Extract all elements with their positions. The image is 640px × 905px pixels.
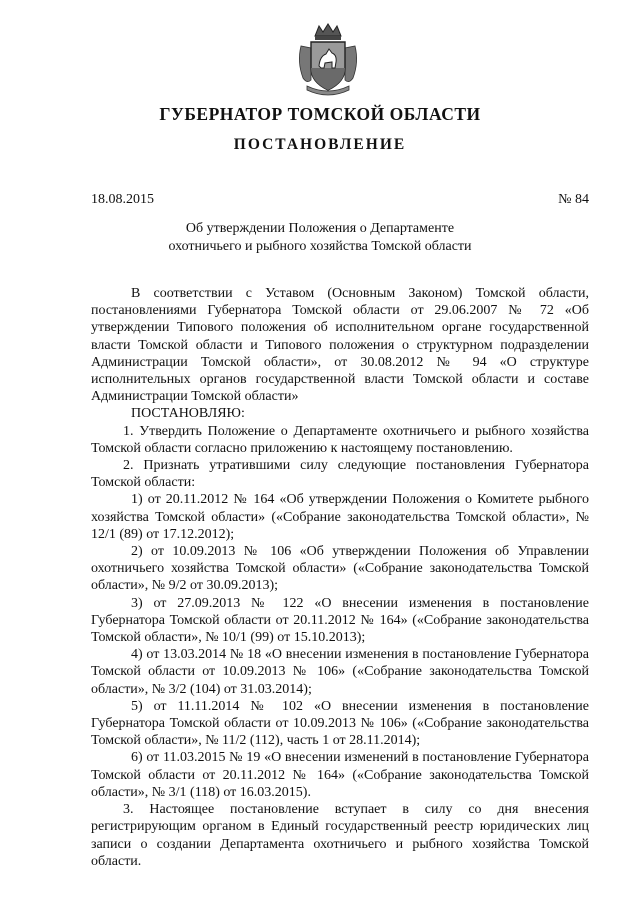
document-title — [120, 220, 520, 256]
organization-title: ГУБЕРНАТОР ТОМСКОЙ ОБЛАСТИ — [159, 104, 481, 124]
sub-item-6: 6) от 11.03.2015 № 19 «О внесении изменений в постановление Губернатора Томской области от 20.11.2012 № 164» («Собрание законодательства Томской области», № 3/1 (118) от 16.03.2015). — [91, 750, 589, 800]
title-line-1: Об утверждении Положения о Департаменте — [185, 221, 455, 236]
coat-of-arms-icon — [295, 22, 361, 98]
document-type: ПОСТАНОВЛЕНИЕ — [233, 136, 407, 153]
sub-item-4: 4) от 13.03.2014 № 18 «О внесении изменения в постановление Губернатора Томской области от 10.09.2013 № 106» («Собрание законодательства Томской области», № 3/2 (104) от 31.03.2014); — [91, 647, 589, 697]
item-1-paragraph: 1. Утвердить Положение о Департаменте охотничьего и рыбного хозяйства Томской области согласно приложению к настоящему постановлению. — [91, 423, 589, 456]
preamble-paragraph: В соответствии с Уставом (Основным Законом) Томской области, постановлениями Губернатора Томской области от 29.06.2007 № 72 «Об утверждении Типового положения об исполнительном органе государственной власти Томской области и Типового положения о структурном подразделении Администрации Томской области», от 30.08.2012 № 94 «О структуре исполнительных органов государственной власти Томской области и составе Администрации Томской области» — [91, 286, 589, 405]
sub-item-3: 3) от 27.09.2013 № 122 «О внесении изменения в постановление Губернатора Томской области от 20.11.2012 № 164» («Собрание законодательства Томской области», № 10/1 (99) от 15.10.2013); — [91, 595, 589, 646]
sub-item-2: 2) от 10.09.2013 № 106 «Об утверждении Положения об Управлении охотничьего хозяйства Томской области» («Собрание законодательства Томской области», № 9/2 от 30.09.2013); — [91, 544, 589, 594]
resolve-heading: ПОСТАНОВЛЯЮ: — [131, 406, 245, 422]
item-3-paragraph: 3. Настоящее постановление вступает в силу со дня внесения регистрирующим органом в Единый государственный реестр юридических лиц записи о создании Департамента охотничьего и рыбного хозяйства Томской области. — [91, 802, 589, 869]
document-number: № 84 — [558, 192, 589, 207]
document-date: 18.08.2015 — [91, 192, 154, 207]
sub-item-1: 1) от 20.11.2012 № 164 «Об утверждении Положения о Комитете рыбного хозяйства Томской области» («Собрание законодательства Томской области», № 12/1 (89) от 17.12.2012); — [91, 492, 589, 542]
sub-item-5: 5) от 11.11.2014 № 102 «О внесении изменения в постановление Губернатора Томской области от 10.09.2013 № 106» («Собрание законодательства Томской области», № 11/2 (112), часть 1 от 28.11.2014); — [91, 698, 589, 749]
document-body — [91, 285, 589, 870]
title-line-2: охотничьего и рыбного хозяйства Томской области — [168, 239, 472, 254]
item-2-paragraph: 2. Признать утратившими силу следующие постановления Губернатора Томской области: — [91, 458, 589, 491]
